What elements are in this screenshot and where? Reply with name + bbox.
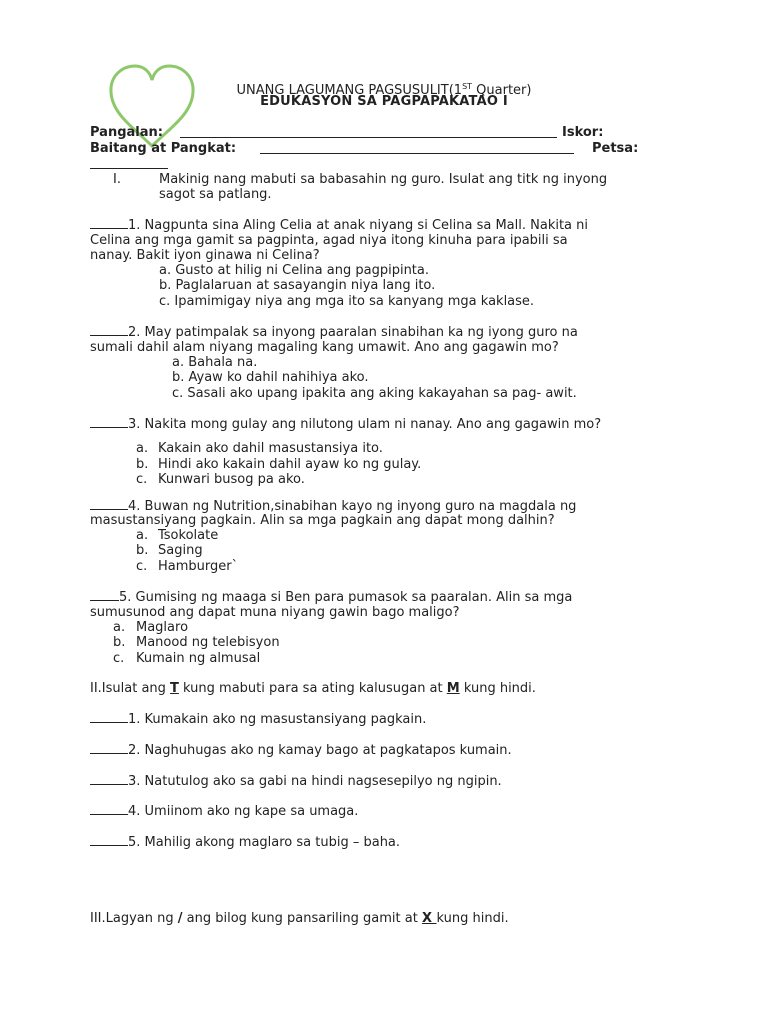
part2-item-4-blank[interactable] <box>90 803 128 815</box>
part2-item-5 <box>90 834 400 850</box>
q2-answer-blank[interactable] <box>90 324 128 336</box>
q5-option-a: Maglaro <box>136 620 189 635</box>
part2-item-1-blank[interactable] <box>90 711 128 723</box>
part2-item-4 <box>90 803 358 819</box>
q3-answer-blank[interactable] <box>90 416 128 428</box>
subject-title: EDUKASYON SA PAGPAPAKATAO I <box>260 94 508 109</box>
part2-item-4-text: 4. Umiinom ako ng kape sa umaga. <box>128 804 359 819</box>
q5-option-c-marker: c. <box>113 651 125 666</box>
part2-item-2 <box>90 742 512 758</box>
part2-instruction-post: kung hindi. <box>459 681 536 696</box>
part2-item-3-blank[interactable] <box>90 773 128 785</box>
q3-text: 3. Nakita mong gulay ang nilutong ulam ni nanay. Ano ang gagawin mo? <box>128 417 602 432</box>
q4-option-b: Saging <box>158 543 203 558</box>
q2-option-b: b. Ayaw ko dahil nahihiya ako. <box>172 370 369 385</box>
part3-slash-marker: / <box>177 911 183 926</box>
q5-text: 5. Gumising ng maaga si Ben para pumasok sa paaralan. Alin sa mga <box>119 590 573 605</box>
q3-option-c: Kunwari busog pa ako. <box>158 472 305 487</box>
q1-option-a: a. Gusto at hilig ni Celina ang pagpipinta. <box>159 263 429 278</box>
grade-section-field[interactable] <box>260 141 574 154</box>
q5-option-c: Kumain ng almusal <box>136 651 261 666</box>
part1-numeral: I. <box>113 172 121 187</box>
q5-line2: sumusunod ang dapat muna niyang gawin bago maligo? <box>90 605 460 620</box>
part2-t-marker: T <box>170 681 179 696</box>
q5-option-b: Manood ng telebisyon <box>136 635 280 650</box>
q2-line1 <box>90 324 578 340</box>
q2-option-c: c. Sasali ako upang ipakita ang aking kakayahan sa pag- awit. <box>172 386 577 401</box>
q5-option-b-marker: b. <box>113 635 126 650</box>
part2-m-marker: M <box>446 681 460 696</box>
q2-line2: sumali dahil alam niyang magaling kang umawit. Ano ang gagawin mo? <box>90 340 559 355</box>
q4-line1 <box>90 498 576 514</box>
part3-instruction-pre: III.Lagyan ng <box>90 911 178 926</box>
part2-item-1 <box>90 711 426 727</box>
q5-answer-blank[interactable] <box>90 589 119 601</box>
grade-section-label: Baitang at Pangkat: <box>90 141 237 156</box>
q3-option-b-marker: b. <box>136 457 149 472</box>
name-field[interactable] <box>180 125 557 138</box>
q1-line1 <box>90 217 588 233</box>
q1-answer-blank[interactable] <box>90 217 128 229</box>
date-label: Petsa: <box>592 141 639 156</box>
part2-instruction-mid: kung mabuti para sa ating kalusugan at <box>178 681 447 696</box>
q2-text: 2. May patimpalak sa inyong paaralan sinabihan ka ng iyong guro na <box>128 325 578 340</box>
name-label: Pangalan: <box>90 125 163 140</box>
part3-instruction <box>90 911 509 926</box>
q2-option-a: a. Bahala na. <box>172 355 258 370</box>
part2-item-3 <box>90 773 502 789</box>
q4-text: 4. Buwan ng Nutrition,sinabihan kayo ng inyong guro na magdala ng <box>128 499 577 514</box>
q5-option-a-marker: a. <box>113 620 126 635</box>
part3-instruction-post: kung hindi. <box>436 911 509 926</box>
q3-option-a-marker: a. <box>136 441 149 456</box>
date-field[interactable] <box>90 156 168 169</box>
q3-option-a: Kakain ako dahil masustansiya ito. <box>158 441 383 456</box>
q1-text: 1. Nagpunta sina Aling Celia at anak niyang si Celina sa Mall. Nakita ni <box>128 218 589 233</box>
exam-title-sup: ST <box>462 82 473 91</box>
q4-line2: masustansiyang pagkain. Alin sa mga pagkain ang dapat mong dalhin? <box>90 513 555 528</box>
part2-item-5-text: 5. Mahilig akong maglaro sa tubig – baha. <box>128 835 401 850</box>
part2-instruction <box>90 681 536 696</box>
q1-line2: Celina ang mga gamit sa pagpinta, agad niya itong kinuha para ipabili sa <box>90 233 568 248</box>
q4-answer-blank[interactable] <box>90 498 128 510</box>
q1-option-b: b. Paglalaruan at sasayangin niya lang ito. <box>159 278 436 293</box>
q3-option-b: Hindi ako kakain dahil ayaw ko ng gulay. <box>158 457 422 472</box>
q3-line1 <box>90 416 601 432</box>
part2-item-3-text: 3. Natutulog ako sa gabi na hindi nagsesepilyo ng ngipin. <box>128 774 502 789</box>
q4-option-b-marker: b. <box>136 543 149 558</box>
part3-x-marker: X <box>421 911 437 926</box>
q4-option-a-marker: a. <box>136 528 149 543</box>
exam-title-quarter: Quarter) <box>472 83 532 98</box>
q3-option-c-marker: c. <box>136 472 148 487</box>
q4-option-a: Tsokolate <box>158 528 219 543</box>
part2-item-2-text: 2. Naghuhugas ako ng kamay bago at pagkatapos kumain. <box>128 743 512 758</box>
q1-option-c: c. Ipamimigay niya ang mga ito sa kanyang mga kaklase. <box>159 294 535 309</box>
part3-instruction-mid: ang bilog kung pansariling gamit at <box>182 911 422 926</box>
exam-title-text: UNANG LAGUMANG PAGSUSULIT(1 <box>236 83 463 98</box>
part1-instruction-line1: Makinig nang mabuti sa babasahin ng guro. Isulat ang titk ng inyong <box>159 172 608 187</box>
part2-instruction-pre: II.Isulat ang <box>90 681 171 696</box>
part2-item-5-blank[interactable] <box>90 834 128 846</box>
score-label: Iskor: <box>562 125 604 140</box>
q5-line1 <box>90 589 572 605</box>
part1-instruction-line2: sagot sa patlang. <box>159 187 272 202</box>
part2-item-2-blank[interactable] <box>90 742 128 754</box>
part2-item-1-text: 1. Kumakain ako ng masustansiyang pagkain. <box>128 712 427 727</box>
q1-line3: nanay. Bakit iyon ginawa ni Celina? <box>90 248 320 263</box>
q4-option-c: Hamburger` <box>158 559 239 574</box>
q4-option-c-marker: c. <box>136 559 148 574</box>
